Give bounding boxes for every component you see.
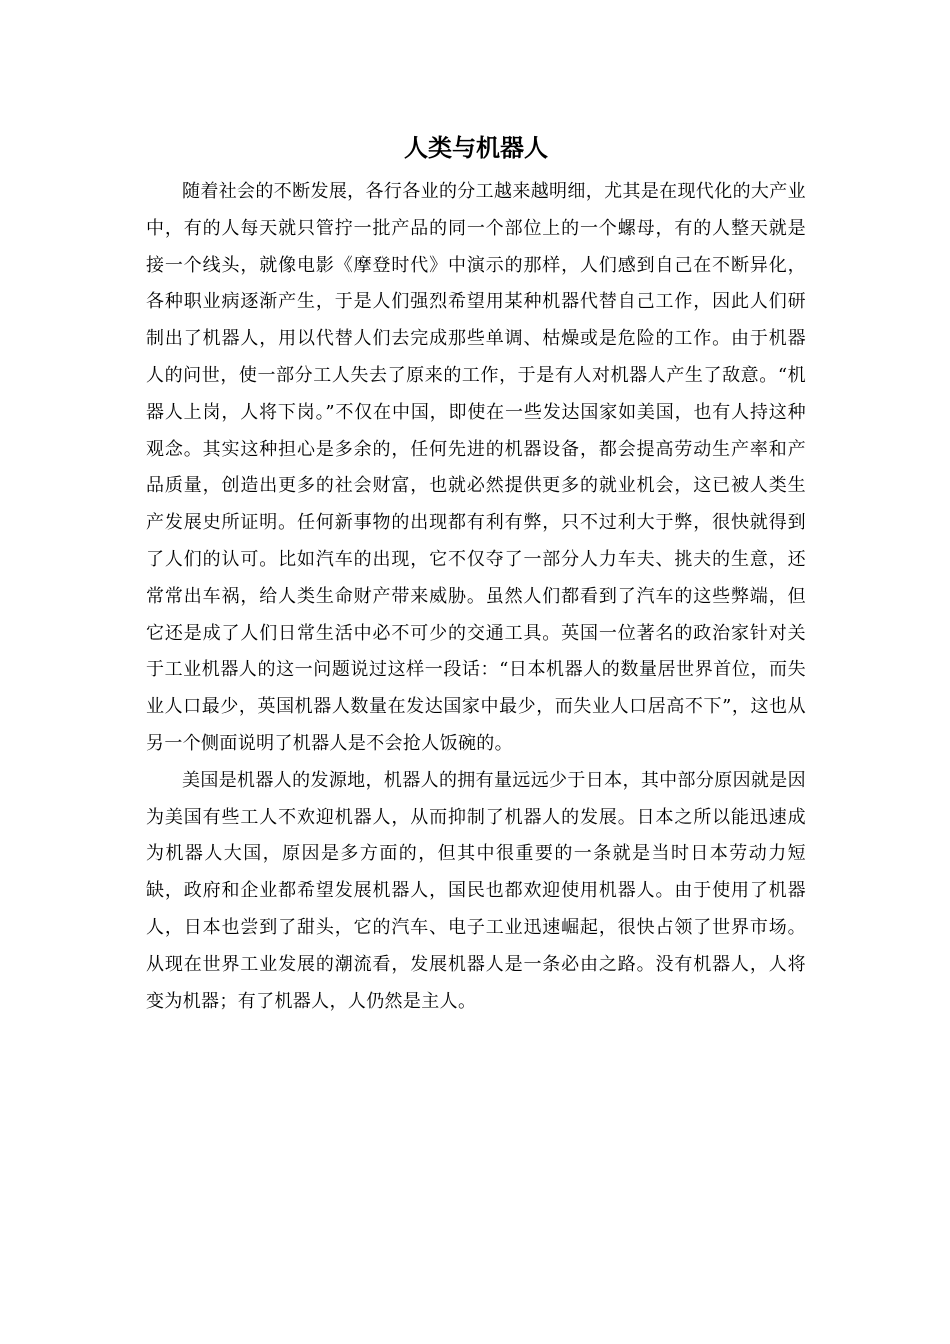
paragraph-2: 美国是机器人的发源地，机器人的拥有量远远少于日本，其中部分原因就是因为美国有些工人不欢迎机器人，从而抑制了机器人的发展。日本之所以能迅速成为机器人大国，原因是多方面的，但其中很重要的一条就是当时日本劳动力短缺，政府和企业都希望发展机器人，国民也都欢迎使用机器人。由于使用了机器人，日本也尝到了甜头，它的汽车、电子工业迅速崛起，很快占领了世界市场。从现在世界工业发展的潮流看，发展机器人是一条必由之路。没有机器人，人将变为机器；有了机器人，人仍然是主人。 [146, 769, 806, 1012]
document-body [146, 128, 806, 1020]
document-title: 人类与机器人 [404, 134, 548, 162]
paragraph-1: 随着社会的不断发展，各行各业的分工越来越明细，尤其是在现代化的大产业中，有的人每天就只管拧一批产品的同一个部位上的一个螺母，有的人整天就是接一个线头，就像电影《摩登时代》中演示的那样，人们感到自己在不断异化，各种职业病逐渐产生，于是人们强烈希望用某种机器代替自己工作，因此人们研制出了机器人，用以代替人们去完成那些单调、枯燥或是危险的工作。由于机器人的问世，使一部分工人失去了原来的工作，于是有人对机器人产生了敌意。“机器人上岗，人将下岗。”不仅在中国，即使在一些发达国家如美国，也有人持这种观念。其实这种担心是多余的，任何先进的机器设备，都会提高劳动生产率和产品质量，创造出更多的社会财富，也就必然提供更多的就业机会，这已被人类生产发展史所证明。任何新事物的出现都有利有弊，只不过利大于弊，很快就得到了人们的认可。比如汽车的出现，它不仅夺了一部分人力车夫、挑夫的生意，还常常出车祸，给人类生命财产带来威胁。虽然人们都看到了汽车的这些弊端，但它还是成了人们日常生活中必不可少的交通工具。英国一位著名的政治家针对关于工业机器人的这一问题说过这样一段话：“日本机器人的数量居世界首位，而失业人口最少，英国机器人数量在发达国家中最少，而失业人口居高不下”，这也从另一个侧面说明了机器人是不会抢人饭碗的。 [146, 181, 806, 754]
